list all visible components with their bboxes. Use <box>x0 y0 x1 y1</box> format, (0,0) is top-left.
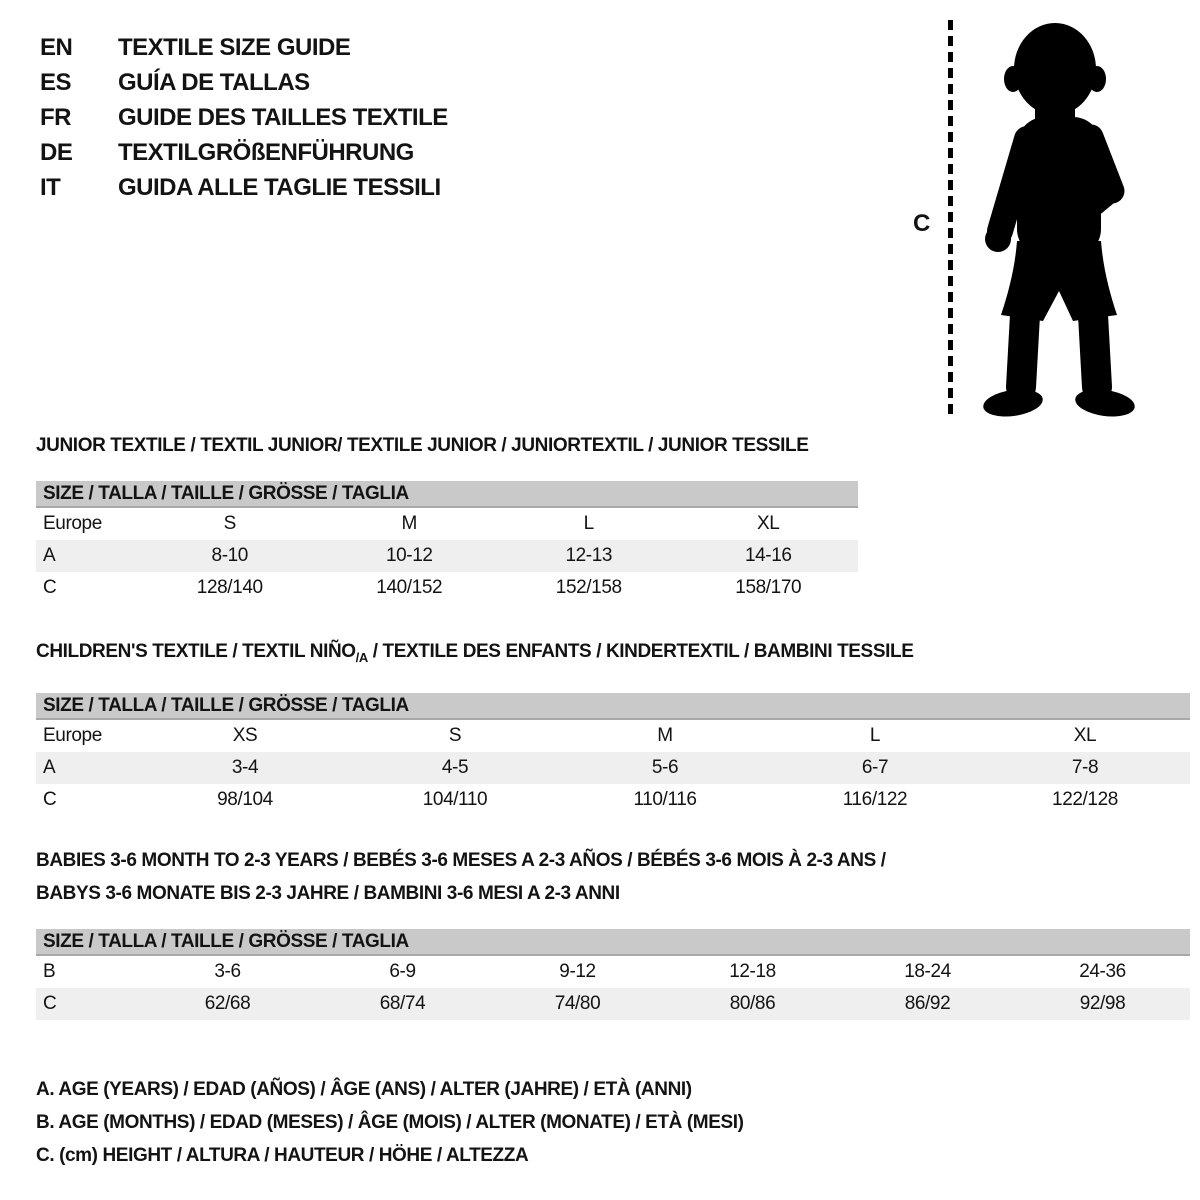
language-code: IT <box>40 173 61 201</box>
guide-title: TEXTILGRÖßENFÜHRUNG <box>118 138 414 166</box>
size-cell: 80/86 <box>665 988 840 1020</box>
guide-title: GUIDE DES TAILLES TEXTILE <box>118 103 448 131</box>
size-cell: 9-12 <box>559 960 596 982</box>
size-cell: 18-24 <box>904 960 951 982</box>
size-cell: 74/80 <box>490 988 665 1020</box>
babies-section-title <box>36 850 1200 904</box>
size-cell: M <box>657 724 673 746</box>
children-title-sub: /A <box>355 649 368 665</box>
size-cell: 3-4 <box>140 752 350 784</box>
size-cell: 8-10 <box>140 540 320 572</box>
size-cell: 110/116 <box>633 788 697 810</box>
size-cell: 68/74 <box>315 988 490 1020</box>
size-cell: 92/98 <box>1015 988 1190 1020</box>
size-cell: L <box>583 513 594 534</box>
babies-title-line1: BABIES 3-6 MONTH TO 2-3 YEARS / BEBÉS 3-6 MESES A 2-3 AÑOS / BÉBÉS 3-6 MOIS À 2-3 ANS / <box>36 849 886 871</box>
size-cell: 6-9 <box>389 960 416 982</box>
children-size-header-bar: SIZE / TALLA / TAILLE / GRÖSSE / TAGLIA <box>36 693 1190 720</box>
size-cell: 6-7 <box>770 752 980 784</box>
children-title-pre: CHILDREN'S TEXTILE / TEXTIL NIÑO <box>36 641 356 662</box>
junior-section <box>36 435 1200 604</box>
size-cell: 10-12 <box>320 540 500 572</box>
guide-title: GUIDA ALLE TAGLIE TESSILI <box>118 173 441 201</box>
babies-section <box>36 850 1200 1020</box>
language-code: EN <box>40 33 73 61</box>
size-cell: S <box>448 724 462 746</box>
height-measure-label: C <box>913 210 930 237</box>
children-section-title <box>36 641 1200 668</box>
size-cell: S <box>223 513 236 534</box>
guide-title: TEXTILE SIZE GUIDE <box>118 33 351 61</box>
size-cell: XL <box>757 513 780 534</box>
table-row-height <box>36 572 858 604</box>
table-row-age <box>36 752 1190 784</box>
size-cell: 86/92 <box>840 988 1015 1020</box>
size-cell: 12-13 <box>499 540 679 572</box>
table-row-height <box>36 988 1190 1020</box>
table-row-height <box>36 784 1190 816</box>
row-label: Europe <box>43 724 102 746</box>
row-label: C <box>36 988 140 1020</box>
toddler-silhouette <box>967 18 1147 420</box>
table-row-months <box>36 956 1190 988</box>
size-cell: 104/110 <box>422 788 488 810</box>
children-size-table <box>36 720 1190 816</box>
size-cell: 7-8 <box>980 752 1190 784</box>
size-cell: 14-16 <box>679 540 859 572</box>
size-cell: 152/158 <box>555 577 622 598</box>
size-cell: 158/170 <box>735 577 802 598</box>
row-label: B <box>43 960 56 982</box>
size-cell: 24-36 <box>1079 960 1126 982</box>
children-section <box>36 641 1200 816</box>
guide-title: GUÍA DE TALLAS <box>118 68 310 96</box>
legend-line-a: A. AGE (YEARS) / EDAD (AÑOS) / ÂGE (ANS) / ALTER (JAHRE) / ETÀ (ANNI) <box>36 1078 692 1100</box>
table-row-europe <box>36 720 1190 752</box>
size-cell: 116/122 <box>842 788 908 810</box>
junior-size-table <box>36 508 858 604</box>
size-cell: 98/104 <box>217 788 273 810</box>
size-cell: XS <box>232 724 258 746</box>
row-label: Europe <box>43 513 102 534</box>
height-measure-dashed-line <box>948 20 953 418</box>
row-label: C <box>43 788 57 810</box>
junior-size-header-bar: SIZE / TALLA / TAILLE / GRÖSSE / TAGLIA <box>36 481 858 508</box>
row-label: C <box>43 577 57 598</box>
babies-size-table <box>36 956 1190 1020</box>
size-cell: 5-6 <box>560 752 770 784</box>
table-row-europe <box>36 508 858 540</box>
size-cell: 140/152 <box>376 577 443 598</box>
size-cell: M <box>401 513 417 534</box>
table-row-age <box>36 540 858 572</box>
size-cell: XL <box>1073 724 1097 746</box>
size-cell: 128/140 <box>196 577 263 598</box>
size-cell: 4-5 <box>350 752 560 784</box>
language-code: FR <box>40 103 71 131</box>
language-code: DE <box>40 138 73 166</box>
legend <box>36 1073 1200 1172</box>
row-label: A <box>36 540 140 572</box>
babies-title-line2: BABYS 3-6 MONATE BIS 2-3 JAHRE / BAMBINI 3-6 MESI A 2-3 ANNI <box>36 882 620 904</box>
legend-line-c: C. (cm) HEIGHT / ALTURA / HAUTEUR / HÖHE / ALTEZZA <box>36 1144 529 1166</box>
size-cell: 62/68 <box>140 988 315 1020</box>
size-cell: L <box>869 724 881 746</box>
size-cell: 3-6 <box>214 960 241 982</box>
size-cell: 122/128 <box>1052 788 1118 810</box>
row-label: A <box>36 752 140 784</box>
babies-size-header-bar: SIZE / TALLA / TAILLE / GRÖSSE / TAGLIA <box>36 929 1190 956</box>
size-cell: 12-18 <box>729 960 776 982</box>
language-code: ES <box>40 68 72 96</box>
legend-line-b: B. AGE (MONTHS) / EDAD (MESES) / ÂGE (MOIS) / ALTER (MONATE) / ETÀ (MESI) <box>36 1111 744 1133</box>
children-title-post: / TEXTILE DES ENFANTS / KINDERTEXTIL / BAMBINI TESSILE <box>367 641 914 662</box>
height-measure-figure <box>905 15 1155 425</box>
junior-section-title: JUNIOR TEXTILE / TEXTIL JUNIOR/ TEXTILE JUNIOR / JUNIORTEXTIL / JUNIOR TESSILE <box>36 435 809 456</box>
